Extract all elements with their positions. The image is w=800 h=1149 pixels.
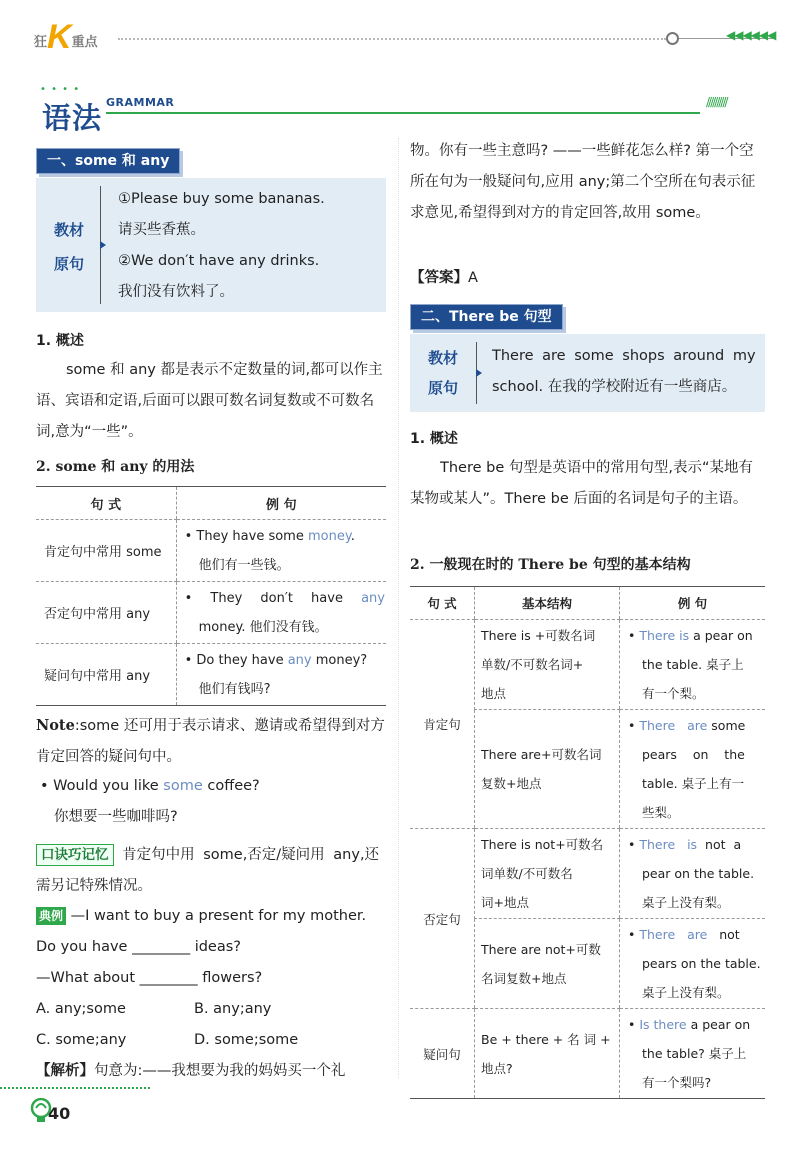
left-s1-text: some 和 any 都是表示不定数量的词,都可以作主语、宾语和定语,后面可以跟可数名词复数或不可数名词,意为“一些”。 — [36, 362, 383, 440]
right-s1-text: There be 句型是英语中的常用句型,表示“某地有某物或某人”。There be 后面的名词是句子的主语。 — [410, 460, 753, 507]
table2-example-highlight: There are — [639, 718, 708, 733]
textbook-sentence-box-1 — [36, 178, 386, 312]
table-row: 疑问句 Be + there + 名 词 + 地点? • Is there a pear on the table? 桌子上 有一个梨吗? — [410, 1009, 765, 1099]
table1-example-post: . — [350, 528, 355, 544]
table2-example-line: pears on the — [642, 747, 745, 762]
part2-title: 二、There be 句型 — [410, 304, 563, 330]
table2-structure-line: There is +可数名词 — [481, 628, 596, 643]
note-example-cn: 你想要一些咖啡吗? — [54, 809, 178, 825]
brand-prefix: 狂 — [34, 35, 48, 50]
table1-example-post: money? — [311, 652, 368, 668]
analysis-label: 【解析】 — [36, 1063, 94, 1079]
analysis-continued: 物。你有一些主意吗? ——一些鲜花怎么样? 第一个空所在句为一般疑问句,应用 any;第二个空所在句表示征求意见,希望得到对方的肯定回答,故用 some。 — [410, 143, 756, 221]
brand-k: K — [47, 18, 72, 56]
textbook-sentence-box-2 — [410, 334, 765, 412]
table1-example-highlight: any — [287, 652, 312, 668]
answer-value: A — [468, 270, 478, 286]
header-ring-icon — [666, 32, 679, 45]
table2-structure-line: 复数+地点 — [481, 776, 542, 791]
table2-example-line: some — [707, 718, 746, 733]
section-title: 语法 — [42, 101, 103, 135]
answer-line — [410, 263, 478, 294]
note-paragraph — [36, 710, 388, 773]
option-d: D. some;some — [194, 1032, 299, 1048]
table2-example-line: pears on the table. — [642, 956, 761, 971]
table2-example-line: 有一个梨吗? — [642, 1075, 712, 1090]
table2-example-line: 些梨。 — [642, 805, 680, 820]
footer-dotted-line — [0, 1087, 150, 1089]
box1-label-1: 教材 — [54, 221, 85, 239]
analysis-text: 句意为:——我想要为我的妈妈买一个礼 — [94, 1063, 346, 1079]
box1-pointer-icon — [100, 241, 106, 249]
table2-group-negative: 否定句 — [410, 829, 475, 1009]
title-dots-decoration: • • • • — [40, 84, 81, 95]
header-arrows-icon: ◀◀◀◀◀◀ — [726, 28, 776, 42]
table2-header-example: 例 句 — [620, 587, 766, 620]
mnemonic-badge: 口诀巧记忆 — [36, 844, 114, 866]
analysis-line — [36, 1056, 345, 1087]
example-question-2: Do you have ________ ideas? — [36, 939, 241, 955]
table2-example-line: table. 桌子上有一 — [642, 776, 745, 791]
note-text: :some 还可用于表示请求、邀请或希望得到对方肯定回答的疑问句中。 — [36, 718, 385, 765]
table-row — [36, 520, 386, 582]
table2-structure-line: Be + there + 名 词 + — [481, 1031, 611, 1047]
section-slashes-decoration: ////////// — [706, 95, 727, 109]
table1-example-highlight: money — [307, 528, 351, 544]
page-number: 40 — [48, 1104, 71, 1123]
table1-pattern: 疑问句中常用 any — [36, 644, 176, 706]
example-line-1 — [36, 901, 366, 932]
table2-structure-line: There is not+可数名 — [481, 837, 604, 852]
table1-example-pre: • Do they have — [184, 652, 288, 668]
table2-structure-line: There are not+可数 — [481, 941, 601, 957]
left-s2-title: 2. some 和 any 的用法 — [36, 459, 195, 475]
table2-structure-line: 单数/不可数名词+ — [481, 657, 584, 672]
option-b: B. any;any — [194, 1001, 272, 1017]
table2-group-affirmative: 肯定句 — [410, 620, 475, 829]
table2-example-line: 桌子上没有梨。 — [642, 985, 730, 1000]
table2-structure-line: 地点? — [481, 1060, 513, 1076]
table2-example-highlight: Is there — [639, 1017, 687, 1032]
note-example-post: coffee? — [202, 778, 260, 794]
example-question-3: —What about ________ flowers? — [36, 970, 263, 986]
right-s2-title: 2. 一般现在时的 There be 句型的基本结构 — [410, 557, 691, 573]
table2-example-line: pear on the table. — [642, 866, 755, 881]
box1-label-2: 原句 — [54, 255, 85, 273]
there-be-table — [410, 586, 765, 1099]
box1-line-1: ①Please buy some bananas. — [118, 191, 325, 207]
box2-label-2: 原句 — [428, 379, 459, 397]
box1-line-3: ②We don′t have any drinks. — [118, 253, 320, 269]
table2-header-structure: 基本结构 — [475, 587, 620, 620]
section-subtitle: GRAMMAR — [106, 96, 175, 109]
table2-example-line: the table. 桌子上 — [642, 657, 744, 672]
note-example — [40, 771, 260, 802]
table1-example-cn: 他们有钱吗? — [198, 681, 271, 697]
table-row: There are not+可数 名词复数+地点 • There are not pears on the table. 桌子上没有梨。 — [410, 919, 765, 1009]
column-separator — [398, 138, 399, 1078]
table2-example-line: not a — [697, 837, 742, 852]
table2-example-highlight: There are — [639, 927, 708, 942]
box1-line-4: 我们没有饮料了。 — [118, 284, 234, 300]
box2-line-2: school. 在我的学校附近有一些商店。 — [492, 379, 737, 395]
brand-suffix: 重点 — [71, 35, 98, 50]
table-row: 肯定句 There is +可数名词 单数/不可数名词+ 地点 • There is a pear on the table. 桌子上 有一个梨。 — [410, 620, 765, 710]
table2-structure-line: 名词复数+地点 — [481, 970, 567, 986]
table1-example-pre: • They don′t have — [184, 590, 362, 606]
note-label: Note — [36, 717, 75, 734]
table2-example-highlight: There is — [639, 628, 690, 643]
table2-structure-line: 词+地点 — [481, 895, 529, 910]
table2-example-highlight: There is — [639, 837, 698, 852]
section-underline — [106, 112, 700, 114]
table2-example-line: 有一个梨。 — [642, 686, 705, 701]
table1-example-highlight: any — [361, 590, 385, 606]
note-example-pre: • Would you like — [40, 778, 164, 794]
table-row — [36, 644, 386, 706]
table2-example-line: the table? 桌子上 — [642, 1046, 747, 1061]
brand-logo — [34, 20, 98, 54]
table1-example-pre: • They have some — [184, 528, 308, 544]
table1-example-cn: 他们有一些钱。 — [198, 557, 290, 573]
mnemonic-paragraph — [36, 840, 388, 902]
table2-structure-line: There are+可数名词 — [481, 747, 602, 762]
example-tag: 典例 — [36, 907, 66, 925]
box2-pointer-icon — [476, 369, 482, 377]
table-row: 否定句 There is not+可数名 词单数/不可数名 词+地点 • There is not a pear on the table. 桌子上没有梨。 — [410, 829, 765, 919]
right-s1-title: 1. 概述 — [410, 431, 458, 447]
note-example-highlight: some — [163, 778, 203, 794]
mnemonic-text: 肯定句中用 some,否定/疑问用 any,还需另记特殊情况。 — [36, 847, 380, 894]
answer-label: 【答案】 — [410, 270, 468, 286]
box2-label-1: 教材 — [428, 349, 459, 367]
table2-example-line: not — [707, 927, 740, 942]
box2-line-1: There are some shops around my — [492, 348, 756, 364]
header-dotted-line — [118, 38, 666, 40]
table2-structure-line: 地点 — [481, 686, 507, 701]
some-any-table — [36, 486, 386, 706]
table2-structure-line: 词单数/不可数名 — [481, 866, 573, 881]
option-a: A. any;some — [36, 1001, 126, 1017]
example-question-1: —I want to buy a present for my mother. — [70, 908, 367, 924]
left-s1-title: 1. 概述 — [36, 333, 84, 349]
table1-pattern: 肯定句中常用 some — [36, 520, 176, 582]
part1-title: 一、some 和 any — [36, 148, 180, 174]
table-row: There are+可数名词 复数+地点 • There are some pears on the table. 桌子上有一 些梨。 — [410, 710, 765, 829]
box1-line-2: 请买些香蕉。 — [118, 222, 205, 238]
table2-header-pattern: 句 式 — [410, 587, 475, 620]
table1-header-pattern: 句 式 — [36, 487, 176, 520]
table1-pattern: 否定句中常用 any — [36, 582, 176, 644]
table-row — [36, 582, 386, 644]
option-c: C. some;any — [36, 1032, 127, 1048]
table2-example-line: a pear on — [686, 1017, 751, 1032]
table2-example-line: 桌子上没有梨。 — [642, 895, 730, 910]
table2-example-line: a pear on — [689, 628, 753, 643]
table1-header-example: 例 句 — [176, 487, 386, 520]
table1-example-cn: money. 他们没有钱。 — [198, 619, 328, 635]
table2-group-question: 疑问句 — [410, 1009, 475, 1099]
